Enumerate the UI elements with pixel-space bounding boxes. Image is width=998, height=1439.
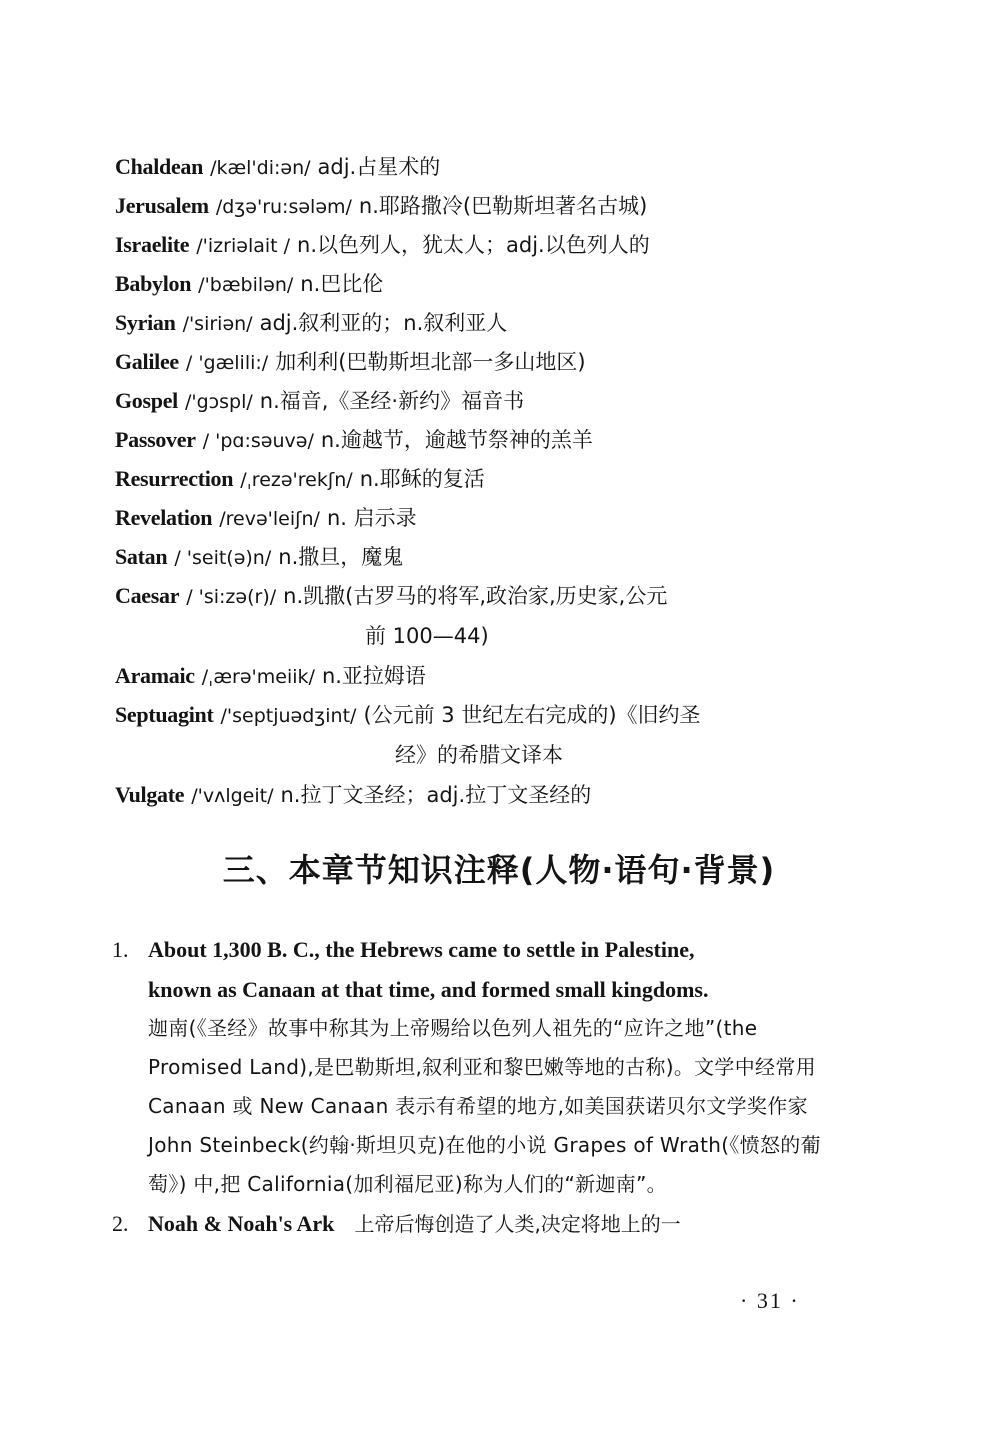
- vocab-gloss: n.拉丁文圣经；adj.拉丁文圣经的: [280, 783, 592, 807]
- vocab-phonetic: / 'pɑ:səuvə/: [202, 430, 314, 452]
- vocab-word: Satan: [115, 544, 168, 569]
- vocab-phonetic: /ˌrezə'rekʃn/: [240, 469, 353, 491]
- vocab-phonetic: / 'gælili:/: [185, 352, 269, 374]
- vocab-phonetic: /'vʌlgeit/: [191, 785, 274, 807]
- vocab-gloss: n.巴比伦: [300, 272, 384, 296]
- vocab-gloss: n. 启示录: [326, 506, 417, 530]
- note-heading: About 1,300 B. C., the Hebrews came to settle in Palestine,: [148, 937, 695, 962]
- vocab-entry: [115, 225, 875, 264]
- vocab-phonetic: /revə'leiʃn/: [219, 508, 320, 530]
- vocab-entry: [115, 459, 875, 498]
- note-heading-continuation: known as Canaan at that time, and formed small kingdoms.: [148, 977, 709, 1002]
- vocab-gloss-continuation: 经》的希腊文译本: [395, 743, 563, 767]
- vocab-word: Resurrection: [115, 466, 234, 491]
- vocab-entry: [115, 695, 875, 775]
- vocab-entry: [115, 576, 875, 656]
- vocab-phonetic: /'gɔspl/: [185, 391, 253, 413]
- vocab-gloss: n.福音,《圣经·新约》福音书: [259, 389, 525, 413]
- vocab-word: Gospel: [115, 388, 178, 413]
- vocab-phonetic: /'siriən/: [182, 313, 253, 335]
- vocab-entry: [115, 381, 875, 420]
- section-title: 三、本章节知识注释(人物·语句·背景): [222, 851, 776, 889]
- vocab-word: Syrian: [115, 310, 176, 335]
- vocab-gloss: n.凯撒(古罗马的将军,政治家,历史家,公元: [283, 584, 668, 608]
- vocab-entry: [115, 775, 875, 814]
- vocab-entry: [115, 147, 875, 186]
- vocab-entry: [115, 264, 875, 303]
- note-heading: Noah & Noah's Ark: [148, 1211, 335, 1236]
- vocab-gloss-continuation: 前 100—44): [365, 624, 489, 648]
- vocab-gloss: (公元前 3 世纪左右完成的)《旧约圣: [363, 703, 701, 727]
- vocab-word: Revelation: [115, 505, 213, 530]
- vocab-phonetic: /'izriəlait /: [196, 235, 291, 257]
- vocab-entry: [115, 656, 875, 695]
- note-item: [112, 1204, 857, 1244]
- notes-list: [112, 930, 857, 1244]
- vocab-gloss: n.耶稣的复活: [359, 467, 485, 491]
- note-number: 1.: [112, 937, 129, 962]
- vocab-entry: [115, 186, 875, 225]
- vocab-word: Vulgate: [115, 782, 185, 807]
- vocab-word: Babylon: [115, 271, 192, 296]
- vocab-gloss: n.以色列人，犹太人；adj.以色列人的: [297, 233, 650, 257]
- vocabulary-list: [115, 147, 875, 814]
- vocab-gloss: n.耶路撒冷(巴勒斯坦著名古城): [358, 194, 648, 218]
- note-item: [112, 930, 857, 1204]
- vocab-gloss: n.亚拉姆语: [321, 664, 426, 688]
- vocab-word: Aramaic: [115, 663, 195, 688]
- vocab-phonetic: /kæl'di:ən/: [210, 157, 311, 179]
- vocab-gloss: n.逾越节，逾越节祭神的羔羊: [320, 428, 593, 452]
- vocab-phonetic: / 'seit(ə)n/: [174, 547, 272, 569]
- vocab-word: Septuagint: [115, 702, 214, 727]
- vocab-phonetic: /'septjuədʒint/: [220, 705, 357, 727]
- vocab-phonetic: / 'si:zə(r)/: [186, 586, 277, 608]
- vocab-gloss: n.撒旦，魔鬼: [278, 545, 404, 569]
- vocab-entry: [115, 420, 875, 459]
- vocab-gloss: adj.占星术的: [317, 155, 441, 179]
- vocab-phonetic: /dʒə'ru:sələm/: [215, 196, 352, 218]
- vocab-word: Galilee: [115, 349, 179, 374]
- vocab-phonetic: /ˌærə'meiik/: [201, 666, 315, 688]
- vocab-word: Caesar: [115, 583, 180, 608]
- vocab-entry: [115, 537, 875, 576]
- page-number: · 31 ·: [740, 1288, 800, 1313]
- note-number: 2.: [112, 1211, 129, 1236]
- note-body: 迦南(《圣经》故事中称其为上帝赐给以色列人祖先的“应许之地”(the Promised Land),是巴勒斯坦,叙利亚和黎巴嫩等地的古称)。文学中经常用 Canaan 或 New Canaan 表示有希望的地方,如美国获诺贝尔文学奖作家 John Steinbeck(约翰·斯坦贝克)在他的小说 Grapes of Wrath(《愤怒的葡萄》) 中,把 California(加利福尼亚)称为人们的“新迦南”。: [148, 1016, 821, 1196]
- vocab-word: Chaldean: [115, 154, 204, 179]
- vocab-gloss: adj.叙利亚的；n.叙利亚人: [259, 311, 508, 335]
- vocab-entry: [115, 498, 875, 537]
- vocab-word: Passover: [115, 427, 196, 452]
- vocab-gloss: 加利利(巴勒斯坦北部一多山地区): [275, 350, 586, 374]
- vocab-entry: [115, 342, 875, 381]
- vocab-word: Jerusalem: [115, 193, 209, 218]
- vocab-word: Israelite: [115, 232, 190, 257]
- vocab-phonetic: /'bæbilən/: [198, 274, 294, 296]
- note-body: 上帝后悔创造了人类,决定将地上的一: [354, 1212, 681, 1236]
- vocab-entry: [115, 303, 875, 342]
